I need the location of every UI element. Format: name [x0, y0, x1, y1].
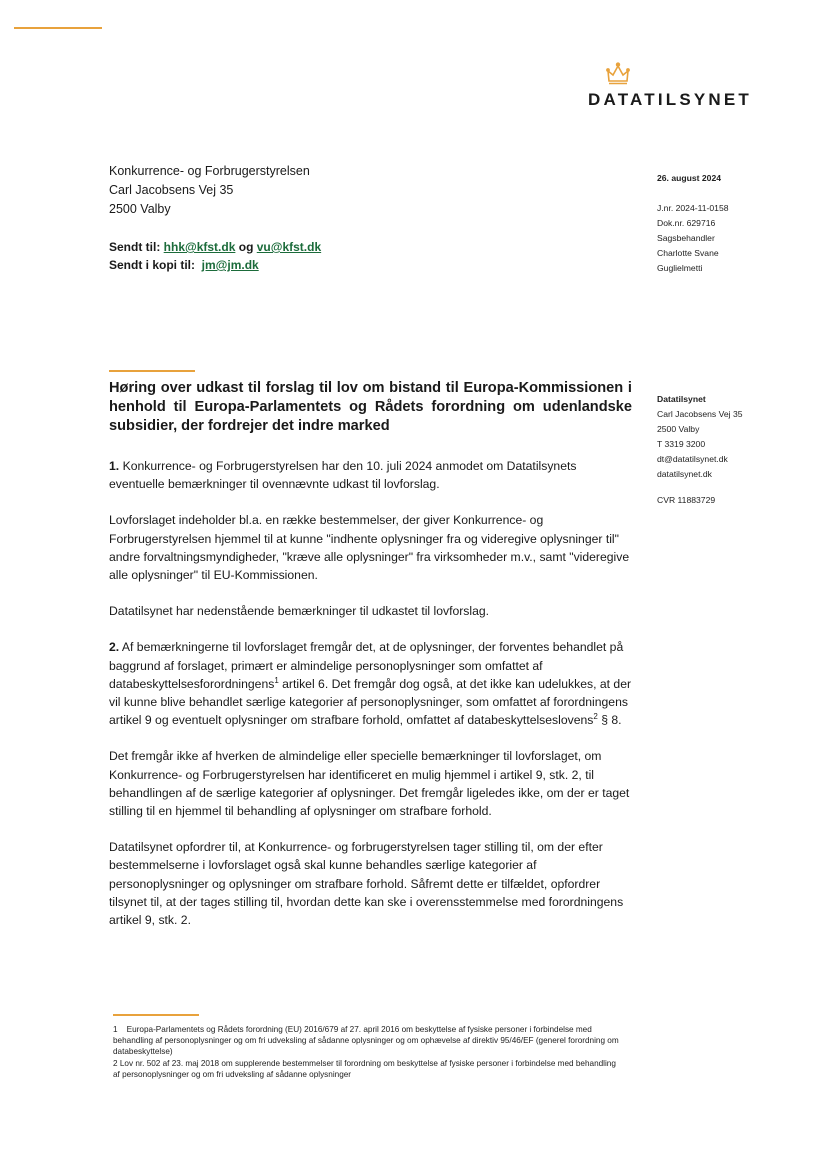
paragraph-4-text-c: § 8.: [601, 713, 622, 728]
sent-to-label: Sendt til:: [109, 240, 161, 254]
recipient-name: Konkurrence- og Forbrugerstyrelsen: [109, 164, 310, 178]
logo: [588, 62, 758, 110]
document-meta: [657, 171, 729, 276]
sent-cc-label: Sendt i kopi til:: [109, 258, 195, 272]
paragraph-4: [109, 638, 633, 729]
logo-wordmark: DATATILSYNET: [588, 90, 752, 109]
title-accent-rule: [109, 370, 195, 372]
journal-number: J.nr. 2024-11-0158: [657, 203, 729, 213]
recipient-address: [109, 162, 310, 219]
sender-city: 2500 Valby: [657, 424, 700, 434]
footnote-2-text: Lov nr. 502 af 23. maj 2018 om supplerende bestemmelser til forordning om beskyttelse af fysiske personer i forbindelse med behandling af personoplysninger og om fri udveksling af sådanne oplysninger: [113, 1058, 616, 1079]
footnote-ref-1[interactable]: 1: [274, 675, 279, 685]
paragraph-4-text-a: Af bemærkningerne til lovforslaget fremgår det, at de oplysninger, der forventes behandlet på baggrund af forslaget, primært er almindelige personoplysninger som omfattet af databeskyttelsesforordningens: [109, 640, 624, 691]
sender-phone: T 3319 3200: [657, 439, 706, 449]
paragraph-5: Det fremgår ikke af hverken de almindelige eller specielle bemærkninger til lovforslaget, om Konkurrence- og Forbrugerstyrelsen har identificeret en mulig hjemmel i artikel 9, stk. 2, til behandlingen af de særlige kategorier af oplysninger. Det fremgår ligeledes ikke, om der er taget stilling til en hjemmel til behandling af oplysninger om strafbare forhold.: [109, 749, 630, 819]
section-number-2: 2.: [109, 640, 120, 655]
email-link-vu[interactable]: vu@kfst.dk: [256, 240, 322, 254]
paragraph-3: Datatilsynet har nedenstående bemærkninger til udkastet til lovforslag.: [109, 604, 490, 619]
footnote-2-number: 2: [113, 1058, 118, 1068]
footnote-rule: [113, 1014, 199, 1016]
footnote-1: [113, 1024, 625, 1058]
sent-to-line: [109, 238, 321, 256]
recipient-street: Carl Jacobsens Vej 35: [109, 183, 234, 197]
sender-info: [657, 392, 743, 508]
handler-name-2: Guglielmetti: [657, 263, 703, 273]
footnote-1-number: 1: [113, 1025, 118, 1034]
footnote-1-text: Europa-Parlamentets og Rådets forordning (EU) 2016/679 af 27. april 2016 om beskyttelse af fysiske personer i forbindelse med behandling af personoplysninger og om fri udveksling af sådanne oplysninger og om ophævelse af direktiv 95/46/EF (generel forordning om databeskyttelse): [113, 1025, 619, 1057]
paragraph-1: [109, 457, 633, 493]
paragraph-1-text: Konkurrence- og Forbrugerstyrelsen har den 10. juli 2024 anmodet om Datatilsynets eventuelle bemærkninger til ovennævnte udkast til lovforslag.: [109, 459, 577, 492]
top-accent-rule: [14, 27, 102, 29]
paragraph-2: Lovforslaget indeholder bl.a. en række bestemmelser, der giver Konkurrence- og Forbrugerstyrelsen hjemmel til at kunne "indhente oplysninger fra og videregive oplysninger til" andre forvaltningsmyndigheder, "kræve alle oplysninger" fra virksomheder m.v., samt "videregive alle oplysninger" til EU-Kommissionen.: [109, 513, 630, 583]
email-link-hhk[interactable]: hhk@kfst.dk: [163, 240, 236, 254]
handler-name-1: Charlotte Svane: [657, 248, 719, 258]
handler-label: Sagsbehandler: [657, 233, 715, 243]
recipient-city: 2500 Valby: [109, 202, 171, 216]
footnotes: [113, 1024, 625, 1080]
sender-name: Datatilsynet: [657, 394, 706, 404]
sender-web[interactable]: datatilsynet.dk: [657, 469, 712, 479]
sent-block: [109, 238, 321, 274]
sender-street: Carl Jacobsens Vej 35: [657, 409, 743, 419]
document-date: 26. august 2024: [657, 173, 722, 183]
paragraph-6: Datatilsynet opfordrer til, at Konkurrence- og forbrugerstyrelsen tager stilling til, om der efter bestemmelserne i lovforslaget også skal kunne behandles særlige kategorier af personoplysninger og oplysninger om strafbare forhold. Såfremt dette er tilfældet, opfordrer tilsynet til, at der tages stilling til, hvordan dette kan ske i overensstemmelse med forordningens artikel 9, stk. 2.: [109, 840, 624, 928]
crown-icon: [605, 62, 631, 86]
sender-email[interactable]: dt@datatilsynet.dk: [657, 454, 728, 464]
document-number: Dok.nr. 629716: [657, 218, 716, 228]
section-number-1: 1.: [109, 459, 120, 473]
sent-to-joiner: og: [238, 240, 254, 254]
letter-body: [109, 457, 633, 929]
page-title: Høring over udkast til forslag til lov om bistand til Europa-Kommissionen i henhold til Europa-Parlamentets og Rådets forordning om udenlandske subsidier, der fordrejer det indre marked: [109, 380, 632, 434]
sender-cvr: CVR 11883729: [657, 495, 716, 505]
paragraph-4-text-b: artikel 6. Det fremgår dog også, at det ikke kan udelukkes, at der vil kunne blive behandlet særlige kategorier af personoplysninger, som omfattet af forordningens artikel 9 og eventuelt oplysninger om strafbare forhold, omfattet af databeskyttelseslovens: [109, 676, 632, 728]
email-link-jm[interactable]: jm@jm.dk: [201, 258, 259, 272]
footnote-2: [113, 1058, 625, 1080]
footnote-ref-2[interactable]: 2: [593, 712, 598, 722]
sent-cc-line: [109, 256, 321, 274]
